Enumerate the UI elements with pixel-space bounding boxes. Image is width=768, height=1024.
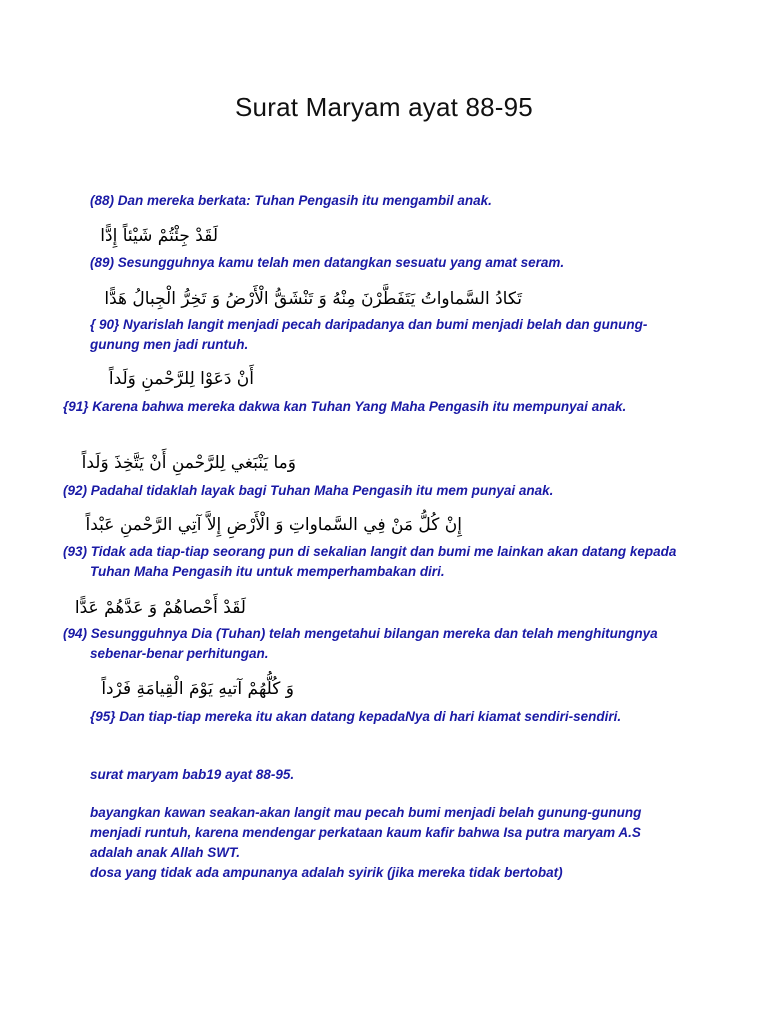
page-title: Surat Maryam ayat 88-95 bbox=[235, 92, 533, 122]
translation-93: (93) Tidak ada tiap-tiap seorang pun di sekalian langit dan bumi me lainkan akan datang kepada Tuhan Maha Pengasih itu untuk memperhambakan diri. bbox=[63, 544, 677, 579]
closing-line-2: menjadi runtuh, karena mendengar perkataan kaum kafir bahwa Isa putra maryam A.S bbox=[90, 825, 641, 840]
closing-line-4: dosa yang tidak ada ampunanya adalah syirik (jika mereka tidak bertobat) bbox=[90, 865, 563, 880]
closing-line-1: bayangkan kawan seakan-akan langit mau pecah bumi menjadi belah gunung-gunung bbox=[90, 805, 642, 820]
translation-89: (89) Sesungguhnya kamu telah men datangkan sesuatu yang amat seram. bbox=[90, 255, 565, 270]
arabic-verse-93: إِنْ كُلُّ مَنْ فِي السَّماواتِ وَ الْأَرْضِ إِلاَّ آتِي الرَّحْمنِ عَبْداً bbox=[85, 515, 462, 535]
translation-95: {95} Dan tiap-tiap mereka itu akan datang kepadaNya di hari kiamat sendiri-sendiri. bbox=[90, 709, 622, 724]
translation-88: (88) Dan mereka berkata: Tuhan Pengasih itu mengambil anak. bbox=[90, 193, 492, 208]
translation-94: (94) Sesungguhnya Dia (Tuhan) telah mengetahui bilangan mereka dan telah menghitungnya sebenar-benar perhitungan. bbox=[63, 626, 658, 661]
reference-note bbox=[90, 765, 670, 785]
arabic-verse-95: وَ كُلُّهُمْ آتيهِ يَوْمَ الْقِيامَةِ فَرْداً bbox=[101, 679, 294, 699]
arabic-verse-90: تَكادُ السَّماواتُ يَتَفَطَّرْنَ مِنْهُ وَ تَنْشَقُّ الْأَرْضُ وَ تَخِرُّ الْجِبالُ هَدًّا bbox=[104, 289, 522, 309]
translation-92: (92) Padahal tidaklah layak bagi Tuhan Maha Pengasih itu mem punyai anak. bbox=[63, 483, 554, 498]
arabic-verse-94: لَقَدْ أَحْصاهُمْ وَ عَدَّهُمْ عَدًّا bbox=[74, 598, 246, 618]
arabic-verse-89: لَقَدْ جِئْتُمْ شَيْئاً إِدًّا bbox=[100, 226, 218, 246]
translation-90: { 90} Nyarislah langit menjadi pecah daripadanya dan bumi menjadi belah dan gunung-gunung men jadi runtuh. bbox=[90, 317, 648, 352]
closing-paragraph bbox=[90, 803, 680, 883]
surah-reference: surat maryam bab19 ayat 88-95. bbox=[90, 767, 295, 782]
translation-91: {91} Karena bahwa mereka dakwa kan Tuhan Yang Maha Pengasih itu mempunyai anak. bbox=[63, 399, 627, 414]
closing-line-3: adalah anak Allah SWT. bbox=[90, 845, 241, 860]
arabic-verse-92: وَما يَنْبَغي لِلرَّحْمنِ أَنْ يَتَّخِذَ وَلَداً bbox=[81, 453, 296, 473]
arabic-verse-91: أَنْ دَعَوْا لِلرَّحْمنِ وَلَداً bbox=[108, 369, 254, 389]
